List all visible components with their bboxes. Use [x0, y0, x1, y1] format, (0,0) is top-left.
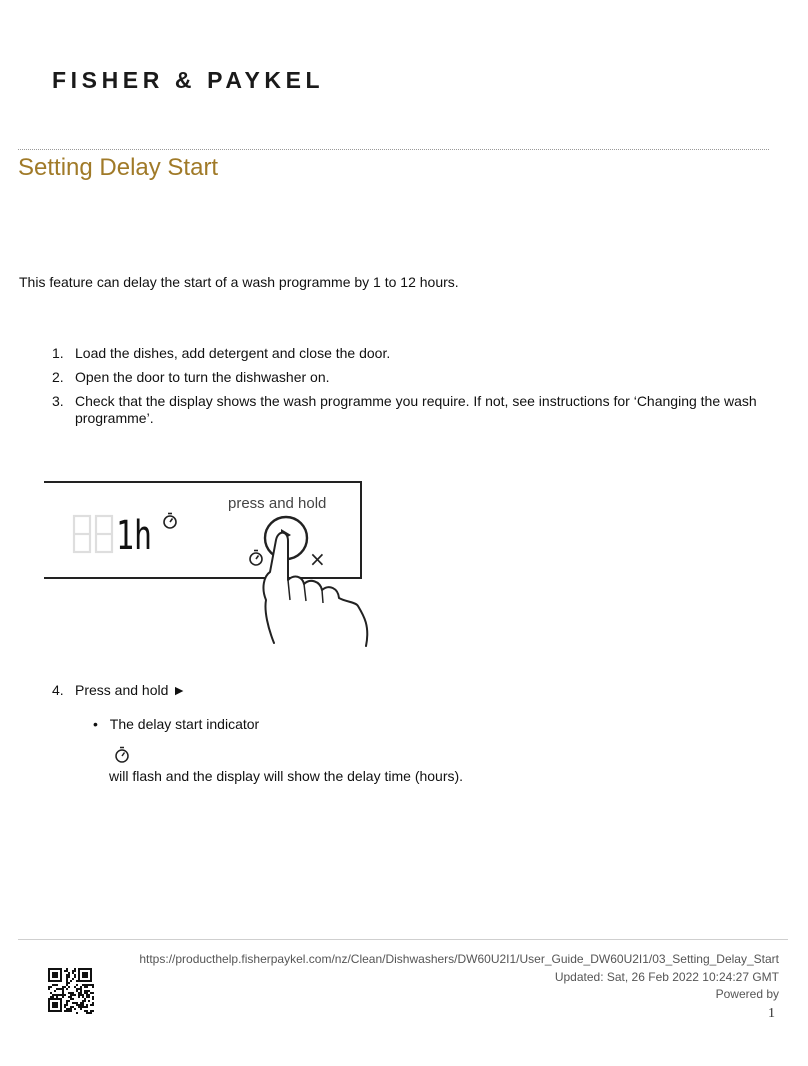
footer-updated: Updated: Sat, 26 Feb 2022 10:24:27 GMT	[554, 970, 779, 984]
page-number: 1	[768, 1006, 775, 1021]
step-number: 1.	[52, 345, 64, 361]
step-number: 3.	[52, 393, 64, 409]
step-text: Check that the display shows the wash programme you require. If not, see instructions for ‘Changing the wash programme’.	[75, 393, 757, 426]
footer-powered-by: Powered by	[715, 987, 779, 1001]
page-title: Setting Delay Start	[18, 154, 219, 181]
display-value: 1h	[116, 513, 152, 559]
cancel-icon: ×	[309, 547, 326, 571]
bullet-text: The delay start indicator	[109, 716, 260, 732]
bullet-item	[93, 716, 259, 732]
display-dim-digits	[74, 516, 112, 552]
footer-divider	[18, 939, 788, 940]
step-text: Press and hold ►	[75, 682, 187, 698]
step-number: 2.	[52, 369, 64, 385]
bullet-marker: •	[93, 716, 98, 732]
step-text: Load the dishes, add detergent and close the door.	[75, 345, 391, 361]
control-panel-illustration	[40, 478, 380, 650]
step-number: 4.	[52, 682, 64, 698]
qr-code-icon	[48, 968, 94, 1014]
delay-timer-icon	[112, 745, 132, 765]
delay-timer-icon	[250, 551, 262, 566]
brand-logo: FISHER & PAYKEL	[52, 67, 325, 93]
bullet-continuation: will flash and the display will show the delay time (hours).	[109, 768, 464, 784]
intro-text: This feature can delay the start of a wash programme by 1 to 12 hours.	[19, 274, 459, 290]
delay-timer-icon	[164, 514, 176, 529]
step-text: Open the door to turn the dishwasher on.	[75, 369, 330, 385]
press-and-hold-label: press and hold	[228, 495, 327, 512]
header-divider	[18, 149, 769, 150]
footer-url[interactable]: https://producthelp.fisherpaykel.com/nz/Clean/Dishwashers/DW60U2I1/User_Guide_DW60U2I1/03_Setting_Delay_Start	[139, 952, 779, 966]
